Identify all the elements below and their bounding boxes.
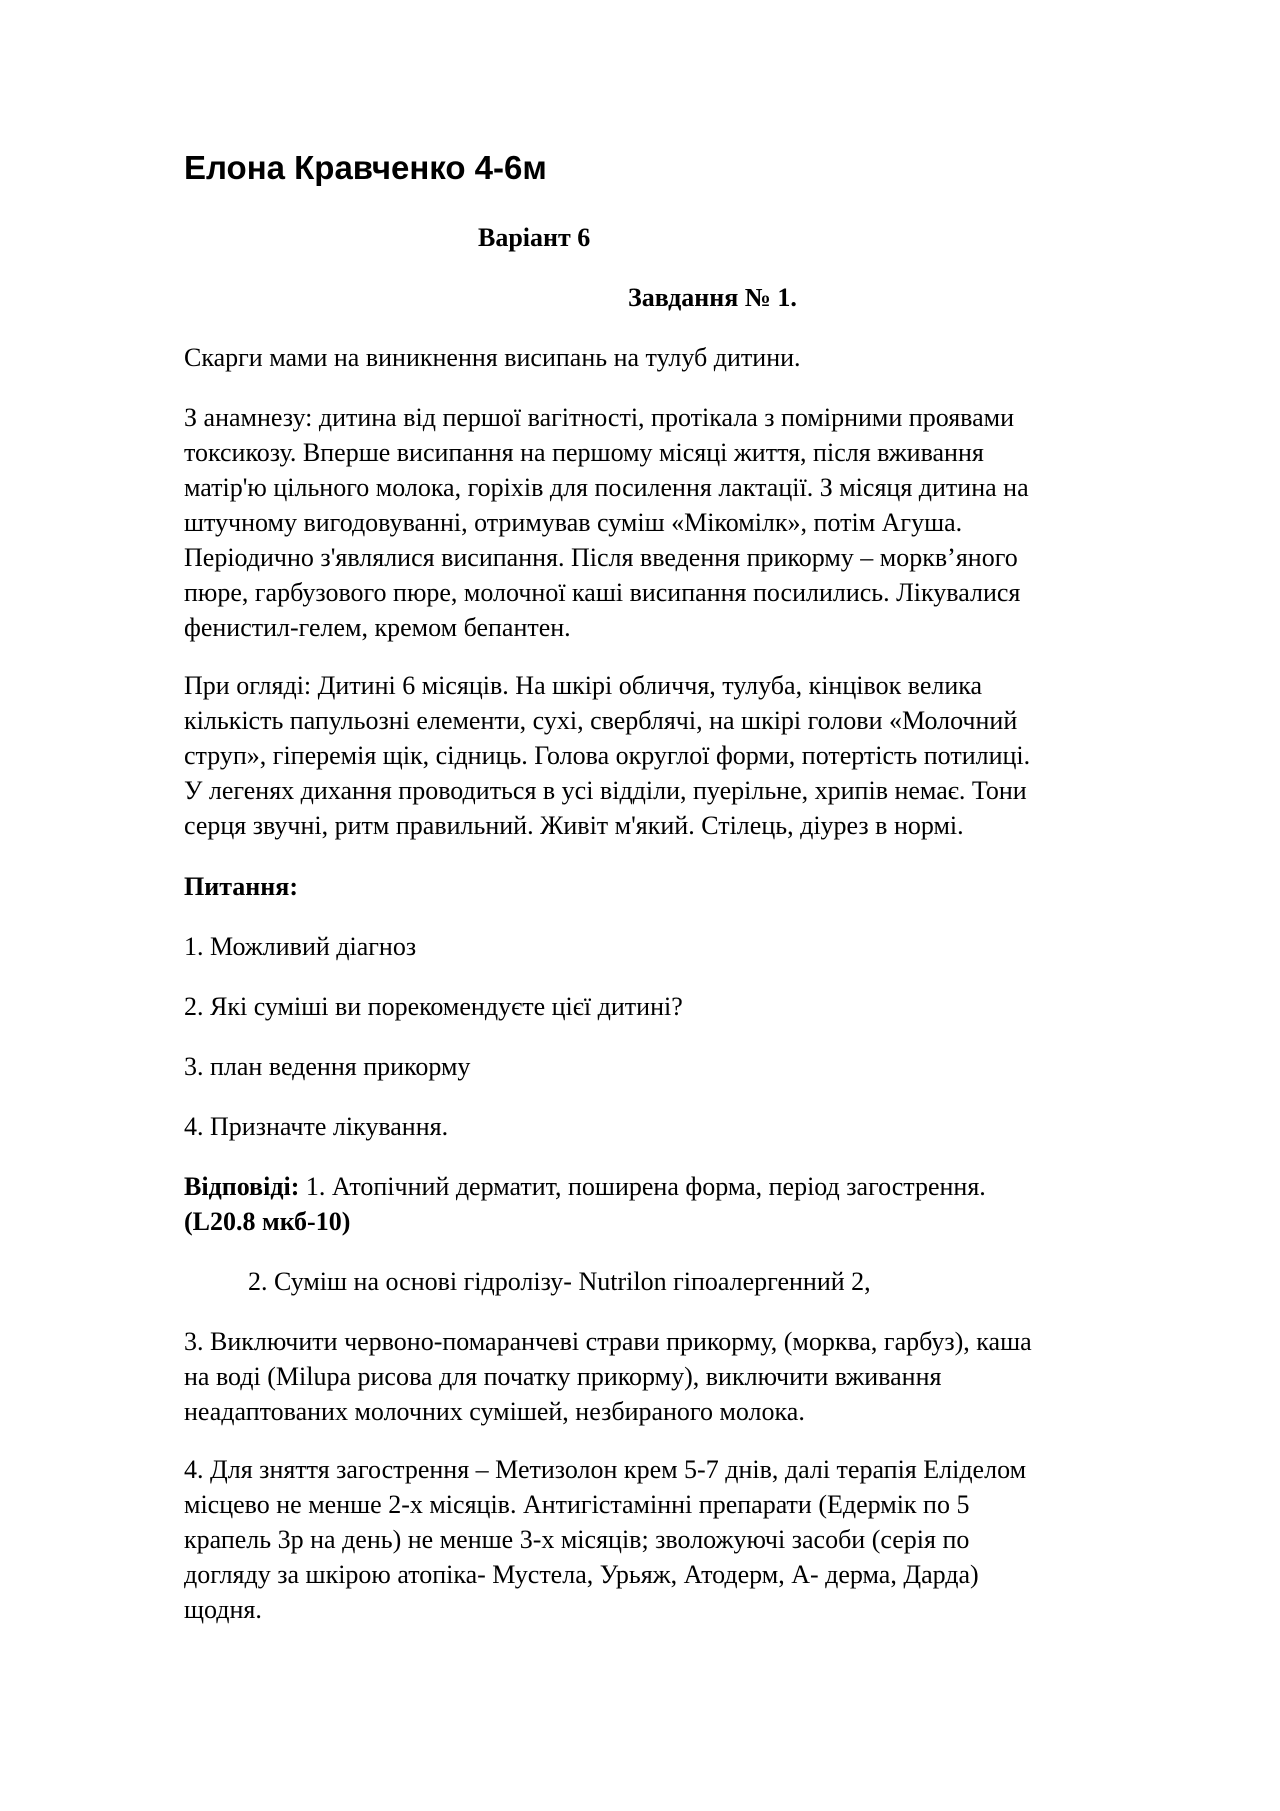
task-heading: Завдання № 1.	[628, 283, 797, 312]
text-line: 4. Для зняття загострення – Метизолон крем 5-7 днів, далі терапія Еліделом	[184, 1455, 1027, 1484]
text-line: З анамнезу: дитина від першої вагітності, протікала з помірними проявами	[184, 403, 1015, 432]
text-line: неадаптованих молочних сумішей, незбираного молока.	[184, 1397, 805, 1426]
text-line: При огляді: Дитині 6 місяців. На шкірі обличчя, тулуба, кінцівок велика	[184, 671, 983, 700]
text-line: Питання:	[184, 872, 298, 901]
answer-4	[184, 1452, 1184, 1627]
document-title: Елона Кравченко 4-6м	[184, 149, 547, 186]
text-line: пюре, гарбузового пюре, молочної каші висипання посилились. Лікувалися	[184, 578, 1021, 607]
text-line: 2. Які суміші ви порекомендуєте цієї дитині?	[184, 992, 683, 1021]
text-line: У легенях дихання проводиться в усі відділи, пуерільне, хрипів немає. Тони	[184, 776, 1027, 805]
text-line: 1. Можливий діагноз	[184, 932, 417, 961]
answer-3	[184, 1324, 1184, 1429]
variant-heading: Варіант 6	[478, 223, 591, 252]
answers-label: Відповіді:	[184, 1172, 300, 1201]
text-line: крапель 3р на день) не менше 3-х місяців; зволожуючі засоби (серія по	[184, 1525, 970, 1554]
text-line: штучному вигодовуванні, отримував суміш «Мікомілк», потім Агуша.	[184, 508, 963, 537]
answer-1	[184, 1169, 1184, 1239]
text-line: щодня.	[184, 1595, 262, 1624]
text-line: 3. Виключити червоно-помаранчеві страви прикорму, (морква, гарбуз), каша	[184, 1327, 1032, 1356]
examination-paragraph	[184, 668, 1184, 843]
text-line	[184, 1169, 1184, 1204]
text-line: на воді (Milupa рисова для початку прикорму), виключити вживання	[184, 1362, 942, 1391]
text-line: 3. план ведення прикорму	[184, 1052, 471, 1081]
text-line: Періодично з'являлися висипання. Після введення прикорму – морквʼяного	[184, 543, 1018, 572]
text-line: 2. Суміш на основі гідролізу- Nutrilon гіпоалергенний 2,	[248, 1267, 871, 1296]
text-line: фенистил-гелем, кремом бепантен.	[184, 613, 571, 642]
questions-heading	[184, 869, 1184, 904]
question-3	[184, 1049, 1184, 1084]
text-line: серця звучні, ритм правильний. Живіт м'який. Стілець, діурез в нормі.	[184, 811, 964, 840]
text-line: струп», гіперемія щік, сідниць. Голова округлої форми, потертість потилиці.	[184, 741, 1031, 770]
text-line: Скарги мами на виникнення висипань на тулуб дитини.	[184, 343, 801, 372]
text-line: матір'ю цільного молока, горіхів для посилення лактації. З місяця дитина на	[184, 473, 1029, 502]
text-line: кількість папульозні елементи, сухі, сверблячі, на шкірі голови «Молочний	[184, 706, 1018, 735]
question-4	[184, 1109, 1184, 1144]
text-line: токсикозу. Вперше висипання на першому місяці життя, після вживання	[184, 438, 984, 467]
text-line: 4. Призначте лікування.	[184, 1112, 449, 1141]
text-line: догляду за шкірою атопіка- Мустела, Урьяж, Атодерм, А- дерма, Дарда)	[184, 1560, 979, 1589]
complaints-paragraph	[184, 340, 1184, 375]
question-1	[184, 929, 1184, 964]
anamnesis-paragraph	[184, 400, 1184, 645]
text-line: місцево не менше 2-х місяців. Антигістамінні препарати (Едермік по 5	[184, 1490, 970, 1519]
answer-1-code: (L20.8 мкб-10)	[184, 1207, 351, 1236]
answer-2	[184, 1264, 1184, 1299]
answer-1-text: 1. Атопічний дерматит, поширена форма, період загострення.	[299, 1172, 986, 1201]
question-2	[184, 989, 1184, 1024]
